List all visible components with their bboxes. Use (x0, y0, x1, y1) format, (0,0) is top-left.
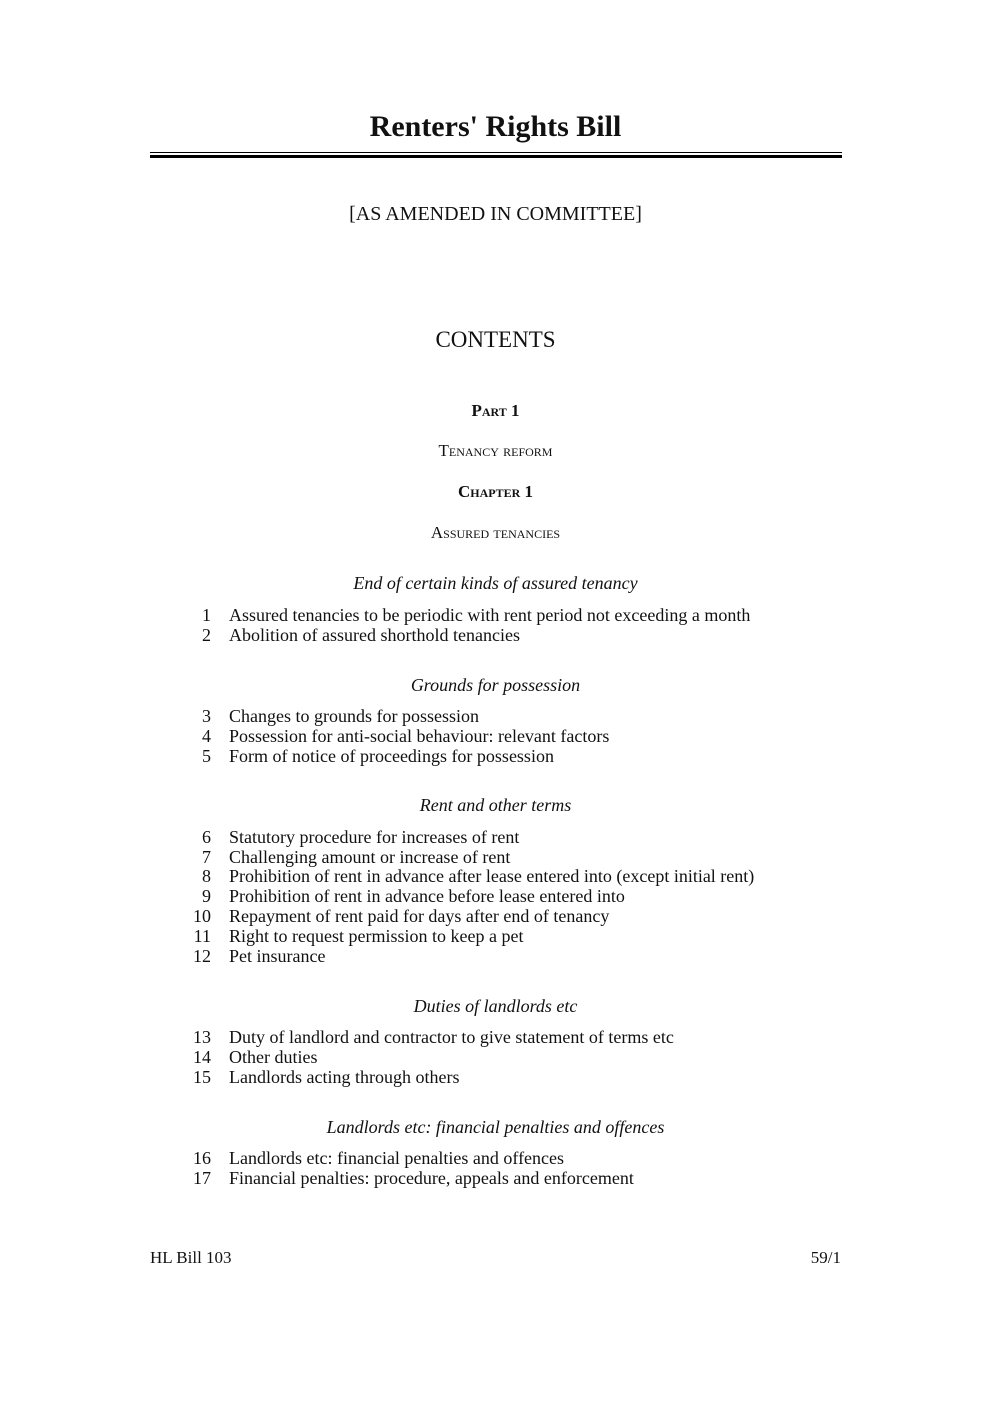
entry-number: 12 (193, 946, 211, 966)
entry-title: Abolition of assured shorthold tenancies (229, 625, 520, 645)
entry-title: Landlords etc: financial penalties and offences (229, 1148, 565, 1168)
entry-title: Assured tenancies to be periodic with rent period not exceeding a month (229, 605, 751, 625)
section-heading: Duties of landlords etc (413, 996, 578, 1016)
entry-title: Prohibition of rent in advance before lease entered into (229, 886, 625, 906)
contents-entry[interactable] (150, 827, 850, 847)
contents-entry[interactable] (150, 1168, 850, 1188)
bill-number: HL Bill 103 (150, 1248, 232, 1267)
title-rule-thick (150, 155, 842, 158)
part-label: Part 1 (471, 401, 520, 420)
contents-entry[interactable] (150, 746, 850, 766)
entry-number: 9 (202, 886, 211, 906)
entry-number: 4 (202, 726, 211, 746)
contents-entry[interactable] (150, 886, 850, 906)
section-heading: Landlords etc: financial penalties and offences (326, 1117, 665, 1137)
entry-number: 13 (193, 1027, 211, 1047)
entry-number: 7 (202, 847, 211, 867)
contents-entry[interactable] (150, 726, 850, 746)
entry-number: 8 (202, 866, 211, 886)
entry-title: Landlords acting through others (229, 1067, 460, 1087)
contents-entry[interactable] (150, 926, 850, 946)
contents-entry[interactable] (150, 605, 850, 625)
entry-number: 16 (193, 1148, 211, 1168)
contents-entry[interactable] (150, 1047, 850, 1067)
chapter-title: Assured tenancies (430, 523, 561, 542)
entry-title: Challenging amount or increase of rent (229, 847, 511, 867)
entry-number: 1 (202, 605, 211, 625)
contents-heading: CONTENTS (435, 327, 556, 352)
entry-number: 6 (202, 827, 211, 847)
contents-entry[interactable] (150, 946, 850, 966)
entry-title: Possession for anti-social behaviour: relevant factors (229, 726, 610, 746)
entry-number: 2 (202, 625, 211, 645)
entry-title: Statutory procedure for increases of rent (229, 827, 520, 847)
entry-number: 11 (193, 926, 211, 946)
entry-title: Financial penalties: procedure, appeals and enforcement (229, 1168, 634, 1188)
entry-number: 15 (193, 1067, 211, 1087)
entry-title: Prohibition of rent in advance after lease entered into (except initial rent) (229, 866, 755, 886)
contents-entry[interactable] (150, 706, 850, 726)
bill-status: [AS AMENDED IN COMMITTEE] (349, 203, 642, 225)
entry-title: Right to request permission to keep a pet (229, 926, 524, 946)
section-heading: End of certain kinds of assured tenancy (353, 573, 638, 593)
contents-entry[interactable] (150, 906, 850, 926)
entry-number: 17 (193, 1168, 211, 1188)
contents-entry[interactable] (150, 1027, 850, 1047)
entry-number: 10 (193, 906, 211, 926)
chapter-label: Chapter 1 (457, 482, 534, 501)
contents-entry[interactable] (150, 625, 850, 645)
contents-entry[interactable] (150, 847, 850, 867)
entry-number: 14 (193, 1047, 211, 1067)
entry-number: 5 (202, 746, 211, 766)
section-heading: Grounds for possession (410, 675, 581, 695)
entry-number: 3 (202, 706, 211, 726)
entry-title: Duty of landlord and contractor to give statement of terms etc (229, 1027, 674, 1047)
contents-entry[interactable] (150, 866, 850, 886)
entry-title: Changes to grounds for possession (229, 706, 479, 726)
entry-title: Other duties (229, 1047, 318, 1067)
part-title: Tenancy reform (438, 441, 553, 460)
entry-title: Pet insurance (229, 946, 326, 966)
section-heading: Rent and other terms (419, 795, 572, 815)
print-reference: 59/1 (810, 1248, 841, 1267)
contents-entry[interactable] (150, 1067, 850, 1087)
entry-title: Form of notice of proceedings for possession (229, 746, 554, 766)
entry-title: Repayment of rent paid for days after end of tenancy (229, 906, 610, 926)
bill-title: Renters' Rights Bill (369, 110, 622, 143)
contents-entry[interactable] (150, 1148, 850, 1168)
title-rule-thin (150, 152, 842, 153)
